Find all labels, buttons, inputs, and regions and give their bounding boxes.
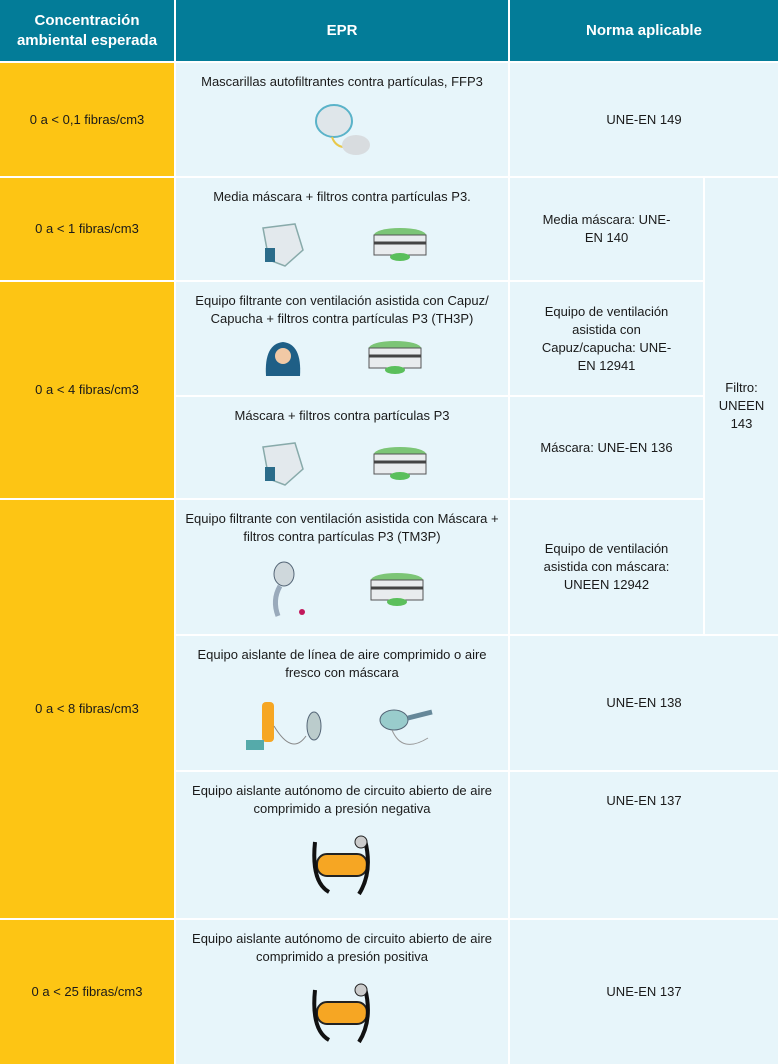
norm-cell: Máscara: UNE-EN 136 [510, 397, 703, 498]
concentration-cell: 0 a < 25 fibras/cm3 [0, 920, 174, 1064]
hood-icon [260, 336, 306, 380]
epr-label: Equipo aislante autónomo de circuito abierto de aire comprimido a presión negativa [192, 783, 492, 816]
epr-label: Equipo aislante de línea de aire comprimido o aire fresco con máscara [197, 647, 487, 680]
epr-label: Mascarillas autofiltrantes contra partículas, FFP3 [201, 74, 483, 89]
norm-cell: Equipo de ventilación asistida con máscara: UNEEN 12942 [510, 500, 703, 634]
epr-label: Equipo aislante autónomo de circuito abierto de aire comprimido a presión positiva [192, 931, 492, 964]
full-mask-icon [255, 439, 311, 489]
filter-icon [366, 338, 424, 378]
airline-equipment-icon [242, 696, 332, 760]
ffp3-mask-icon [310, 99, 374, 159]
epr-cell [176, 500, 508, 634]
concentration-cell: 0 a < 0,1 fibras/cm3 [0, 63, 174, 176]
epr-cell [176, 397, 508, 498]
header-norm: Norma aplicable [510, 0, 778, 61]
epr-label: Equipo filtrante con ventilación asistida con Capuz/ Capucha + filtros contra partículas P3 (TH3P) [195, 293, 489, 326]
header-concentration: Concentración ambiental esperada [0, 0, 174, 61]
scba-icon [309, 832, 375, 898]
norm-cell: UNE-EN 137 [510, 920, 778, 1064]
norm-cell: UNE-EN 149 [510, 63, 778, 176]
norm-cell: UNE-EN 137 [510, 772, 778, 918]
norm-cell: Equipo de ventilación asistida con Capuz/capucha: UNE-EN 12941 [510, 282, 703, 395]
epr-cell [176, 920, 508, 1064]
epr-label: Equipo filtrante con ventilación asistida con Máscara + filtros contra partículas P3 (TM3P) [185, 511, 499, 544]
concentration-cell: 0 a < 8 fibras/cm3 [0, 500, 174, 918]
epr-cell [176, 63, 508, 176]
half-mask-icon [255, 220, 311, 270]
header-epr: EPR [176, 0, 508, 61]
epr-label: Media máscara + filtros contra partículas P3. [213, 189, 471, 204]
epr-cell [176, 178, 508, 280]
filter-norm-cell: Filtro: UNEEN 143 [705, 178, 778, 634]
scba-icon [309, 980, 375, 1046]
concentration-cell: 0 a < 1 fibras/cm3 [0, 178, 174, 280]
fresh-air-mask-icon [372, 698, 442, 758]
filter-icon [368, 570, 426, 610]
filter-icon [371, 444, 429, 484]
concentration-cell: 0 a < 4 fibras/cm3 [0, 282, 174, 498]
epr-cell [176, 636, 508, 770]
filter-icon [371, 225, 429, 265]
epr-cell [176, 772, 508, 918]
epr-cell [176, 282, 508, 395]
powered-mask-icon [258, 560, 308, 620]
norm-cell: Media máscara: UNE-EN 140 [510, 178, 703, 280]
epr-label: Máscara + filtros contra partículas P3 [234, 408, 450, 423]
norm-cell: UNE-EN 138 [510, 636, 778, 770]
